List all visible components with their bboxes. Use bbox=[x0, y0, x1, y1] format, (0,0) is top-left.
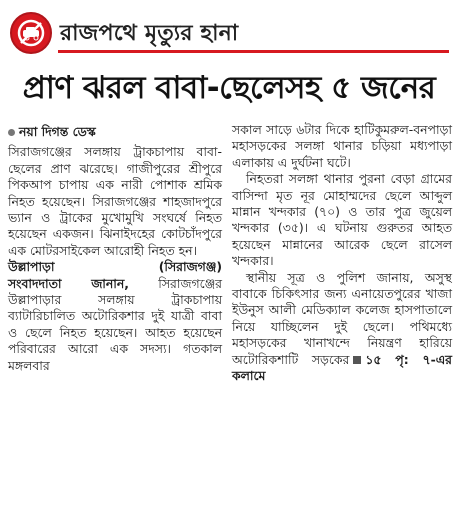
article-column-right bbox=[232, 122, 452, 385]
paragraph-ullapara bbox=[8, 276, 222, 374]
paragraph-time-place: সকাল সাড়ে ৬টার দিকে হাটিকুমরুল-বনপাড়া মহাসড়কের সলঙ্গা থানার চড়িয়া মধ্যপাড়া এলাকায় এ দুর্ঘটনা ঘটে। bbox=[232, 122, 452, 170]
article-column-left bbox=[8, 124, 222, 374]
article-headline: প্রাণ ঝরল বাবা-ছেলেসহ ৫ জনের bbox=[22, 70, 436, 106]
paragraph-victims: নিহতরা সলঙ্গা থানার পুরনা বেড়া গ্রামের বাসিন্দা মৃত নূর মোহাম্মদের ছেলে আব্দুল মান্নান খন্দকার (৭০) ও তার পুত্র জুয়েল খন্দকার (৩৫)। এ ঘটনায় গুরুতর আহত হয়েছেন মান্নানের আরেক ছেলে রাসেল খন্দকার। bbox=[232, 171, 452, 269]
paragraph-intro: সিরাজগঞ্জের সলঙ্গায় ট্রাকচাপায় বাবা-ছেলের প্রাণ ঝরেছে। গাজীপুরের শ্রীপুরে পিকআপ চাপায় এক নারী পোশাক শ্রমিক নিহত হয়েছেন। সিরাজগঞ্জের শাহজাদপুরে ভ্যান ও ট্রাকের মুখোমুখি সংঘর্ষে নিহত হয়েছেন একজন। ঝিনাইদহের কোটচাঁদপুরে এক মোটরসাইকেল আরোহী নিহত হন। bbox=[8, 144, 222, 258]
section-header bbox=[6, 6, 450, 58]
header-rule bbox=[58, 50, 449, 53]
accident-car-icon bbox=[10, 12, 52, 54]
continued-jump: ১৫ পৃ: ৭-এর কলামে bbox=[232, 351, 452, 384]
paragraph-police-text: স্থানীয় সূত্র ও পুলিশ জানায়, অসুস্থ বাবাকে চিকিৎসার জন্য এনায়েতপুরের খাজা ইউনুস আলী মেডিক্যাল কলেজ হাসপাতালে নিয়ে যাচ্ছিলেন দুই ছেলে। পথিমধ্যে মহাসড়কের খানাখন্দে নিয়ন্ত্রণ হারিয়ে অটোরিকশাটি সড়কের bbox=[232, 269, 452, 367]
byline-text: নয়া দিগন্ত ডেস্ক bbox=[19, 124, 96, 139]
correspondent-lead-text: সংবাদদাতা জানান, bbox=[8, 275, 129, 291]
dateline-place: উল্লাপাড়া bbox=[8, 259, 55, 275]
paragraph-ullapara-text: সিরাজগঞ্জের উল্লাপাড়ার সলঙ্গায় ট্রাকচাপায় ব্যাটারিচালিত অটোরিকশার দুই যাত্রী বাবা ও ছেলে নিহত হয়েছেন। আহত হয়েছেন পরিবারের আরো এক সদস্য। গতকাল মঙ্গলবার bbox=[8, 275, 222, 373]
paragraph-police bbox=[232, 270, 452, 385]
dateline-district: (সিরাজগঞ্জ) bbox=[158, 259, 222, 275]
dateline-subhead bbox=[8, 259, 222, 275]
square-bullet-icon bbox=[353, 356, 361, 364]
section-kicker: রাজপথে মৃত্যুর হানা bbox=[60, 21, 239, 46]
byline bbox=[8, 124, 222, 140]
bullet-icon bbox=[8, 129, 15, 136]
